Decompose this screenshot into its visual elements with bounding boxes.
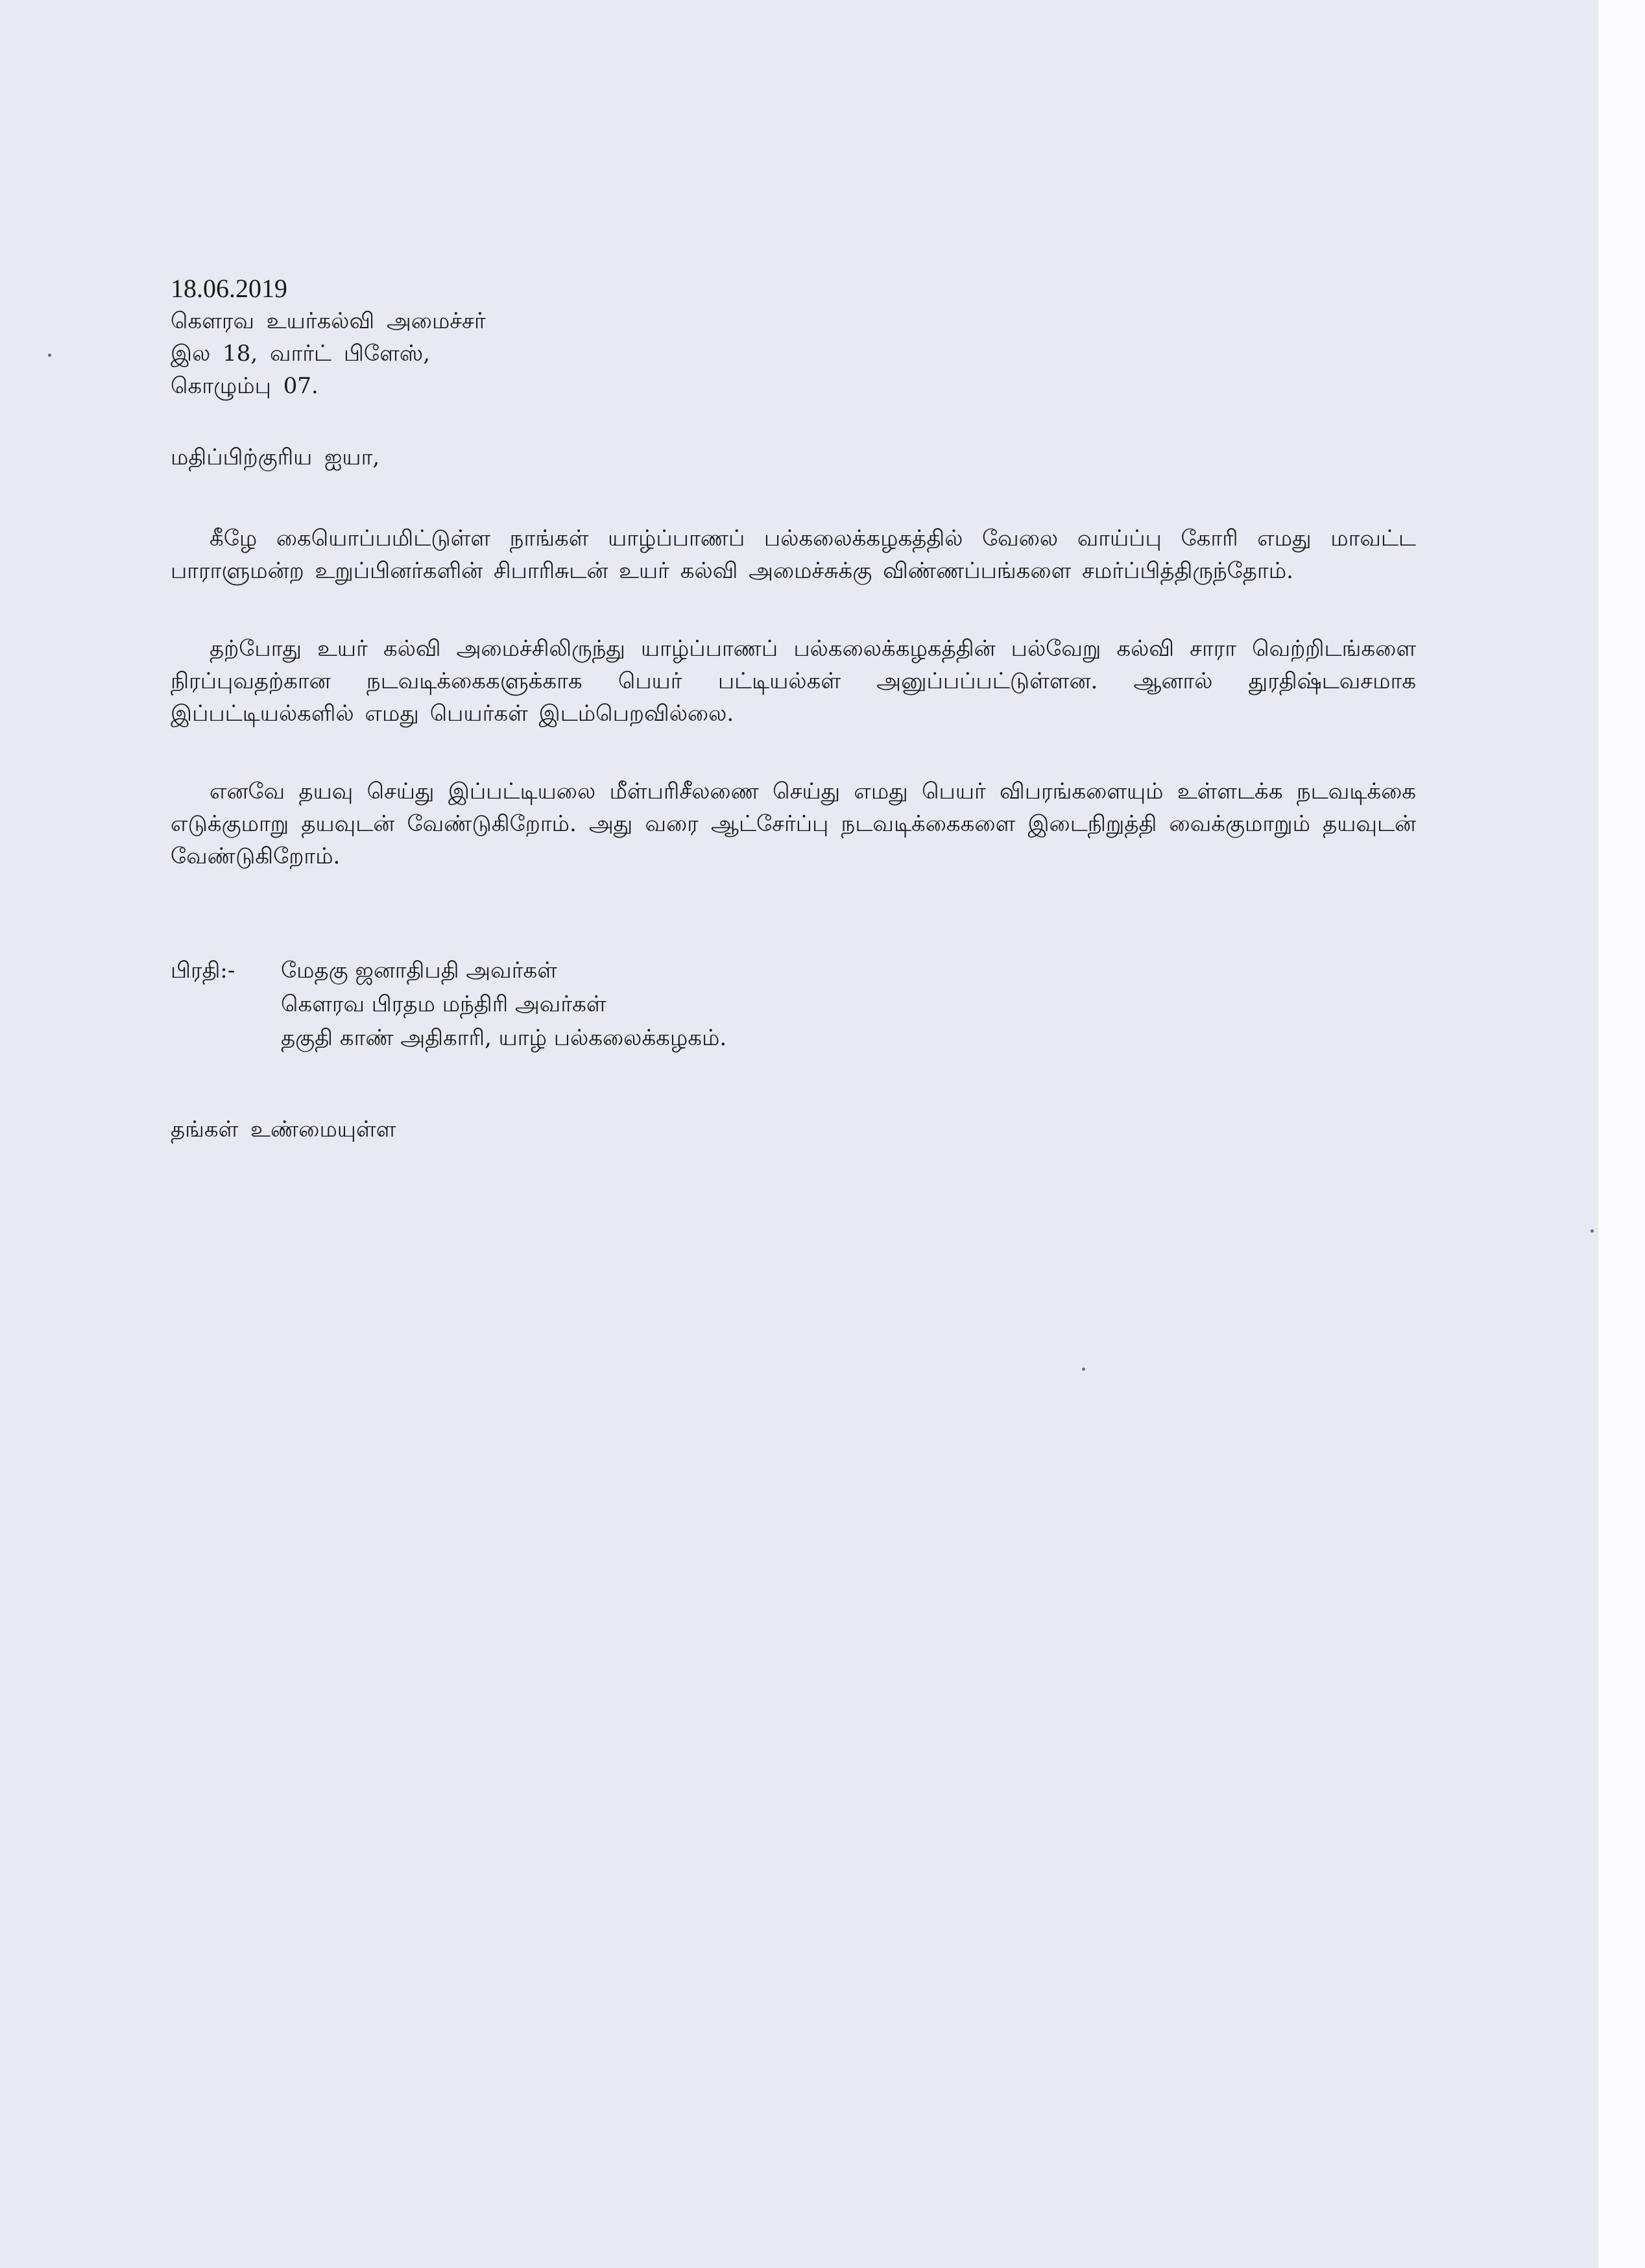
scan-speck	[1082, 1368, 1085, 1371]
letter-body	[171, 272, 1416, 1146]
copy-recipient: தகுதி காண் அதிகாரி, யாழ் பல்கலைக்கழகம்.	[281, 1025, 727, 1051]
scan-speck	[48, 354, 51, 357]
recipient-line: கௌரவ உயர்கல்வி அமைச்சர்	[171, 308, 486, 334]
closing: தங்கள் உண்மையுள்ள	[171, 1116, 396, 1142]
copy-recipient: கௌரவ பிரதம மந்திரி அவர்கள்	[281, 991, 606, 1017]
paragraph: எனவே தயவு செய்து இப்பட்டியலை மீள்பரிசீலணை செய்து எமது பெயர் விபரங்களையும் உள்ளடக்க நடவடிக்கை எடுக்குமாறு தயவுடன் வேண்டுகிறோம். அது வரை ஆட்சேர்ப்பு நடவடிக்கைகளை இடைநிறுத்தி வைக்குமாறும் தயவுடன் வேண்டுகிறோம்.	[171, 778, 1417, 869]
scan-speck	[1591, 1229, 1594, 1233]
paragraph: கீழே கையொப்பமிட்டுள்ள நாங்கள் யாழ்ப்பாணப் பல்கலைக்கழகத்தில் வேலை வாய்ப்பு கோரி எமது மாவட்ட பாராளுமன்ற உறுப்பினர்களின் சிபாரிசுடன் உயர் கல்வி அமைச்சுக்கு விண்ணப்பங்களை சமர்ப்பித்திருந்தோம்.	[171, 525, 1416, 584]
recipient-address	[171, 305, 1416, 402]
recipient-line: இல 18, வார்ட் பிளேஸ்,	[171, 341, 431, 367]
scan-edge	[1598, 0, 1645, 2268]
paragraph: தற்போது உயர் கல்வி அமைச்சிலிருந்து யாழ்ப்பாணப் பல்கலைக்கழகத்தின் பல்வேறு கல்வி சாரா வெற்றிடங்களை நிரப்புவதற்கான நடவடிக்கைகளுக்காக பெயர் பட்டியல்கள் அனுப்பப்பட்டுள்ளன. ஆனால் துரதிஷ்டவசமாக இப்பட்டியல்களில் எமது பெயர்கள் இடம்பெறவில்லை.	[171, 636, 1416, 727]
copy-label: பிரதி:-	[171, 958, 235, 983]
recipient-line: கொழும்பு 07.	[171, 373, 318, 399]
letter-date: 18.06.2019	[171, 274, 287, 303]
copies-to-section	[171, 954, 1416, 1055]
salutation: மதிப்பிற்குரிய ஐயா,	[171, 444, 380, 470]
copy-recipient: மேதகு ஜனாதிபதி அவர்கள்	[281, 958, 557, 983]
